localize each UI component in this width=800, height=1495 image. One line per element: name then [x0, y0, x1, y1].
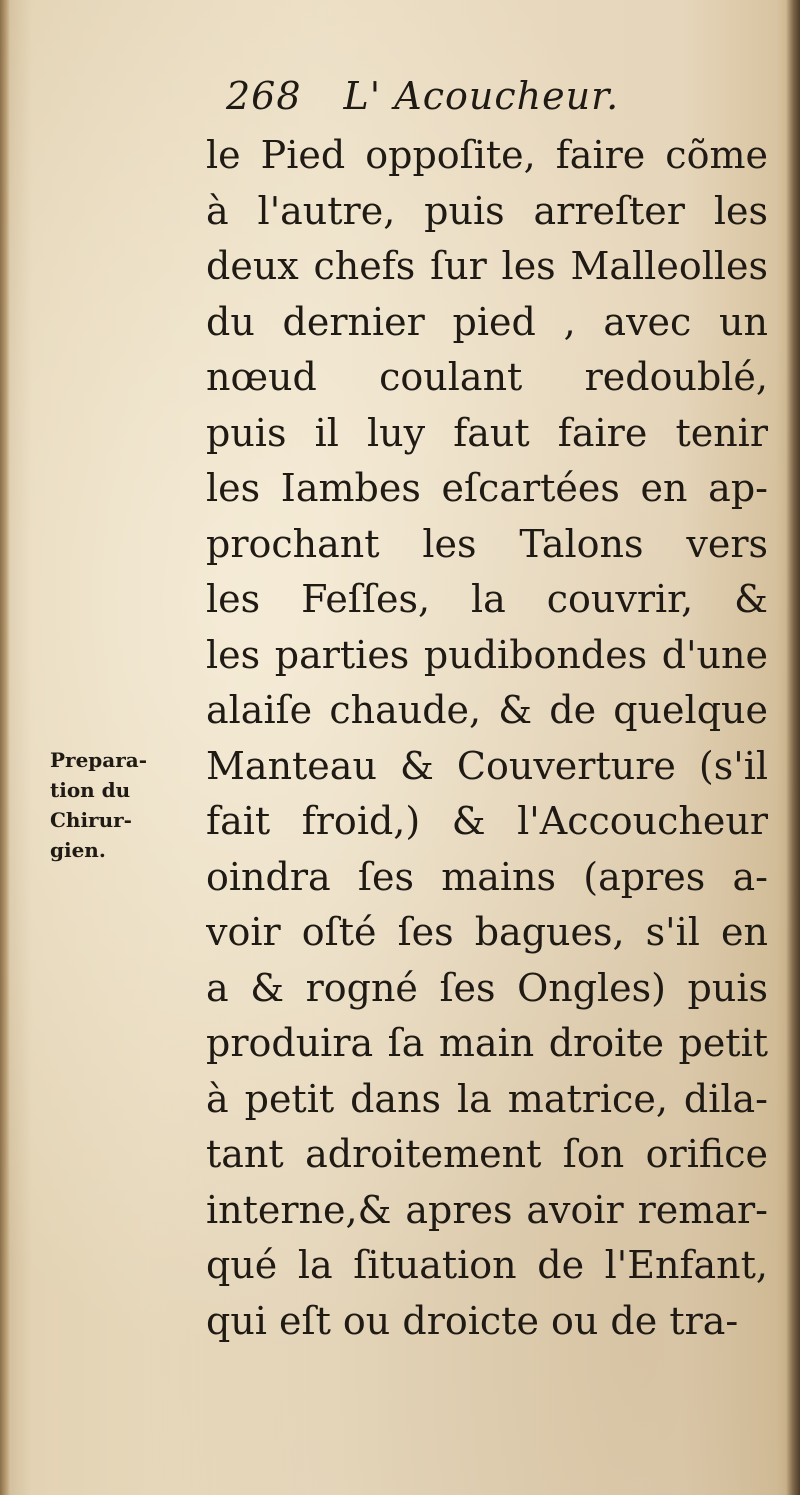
running-header [226, 74, 619, 118]
body-text [206, 128, 768, 1349]
page-number: 268 [226, 74, 302, 118]
text-line: fait froid,) & l'Accoucheur [206, 799, 768, 843]
text-line: deux chefs ſur les Malleolles [206, 244, 768, 288]
text-line: puis il luy faut faire tenir [206, 410, 768, 455]
margin-note [50, 745, 190, 865]
text-line: les Feſſes, la couvrir, & [206, 577, 768, 621]
text-line: qui eſt ou droicte ou de tra- [206, 1298, 739, 1343]
margin-note-line: gien. [50, 838, 106, 862]
margin-note-line: Chirur- [50, 808, 132, 832]
text-line: oindra ſes mains (apres a- [206, 854, 768, 899]
text-line: à petit dans la matrice, dila- [206, 1076, 768, 1121]
text-line: Manteau & Couverture (s'il [206, 743, 768, 788]
text-line: prochant les Talons vers [206, 521, 768, 566]
text-line: du dernier pied , avec un [206, 299, 768, 344]
page-left-edge [0, 0, 10, 1495]
text-line: les Iambes eſcartées en ap- [206, 466, 768, 510]
text-line: voir oſté ſes bagues, s'il en [206, 910, 768, 954]
text-line: les parties pudibondes d'une [206, 632, 768, 677]
text-line: a & rogné ſes Ongles) puis [206, 965, 768, 1010]
margin-note-line: Prepara- [50, 748, 148, 772]
text-line: qué la ſituation de l'Enfant, [206, 1243, 768, 1287]
margin-note-line: tion du [50, 778, 131, 802]
running-title: L' Acoucheur. [343, 74, 620, 118]
page-right-edge [786, 0, 800, 1495]
text-line: produira ſa main droite petit [206, 1021, 768, 1065]
text-line: à l'autre, puis arreſter les [206, 188, 768, 233]
text-line: alaiſe chaude, & de quelque [206, 688, 768, 732]
text-line: nœud coulant redoublé, [206, 355, 768, 399]
text-line: interne,& apres avoir remar- [206, 1187, 768, 1232]
text-line: tant adroitement ſon orifice [206, 1132, 768, 1176]
text-line: le Pied oppoſite, faire cõme [206, 133, 768, 177]
